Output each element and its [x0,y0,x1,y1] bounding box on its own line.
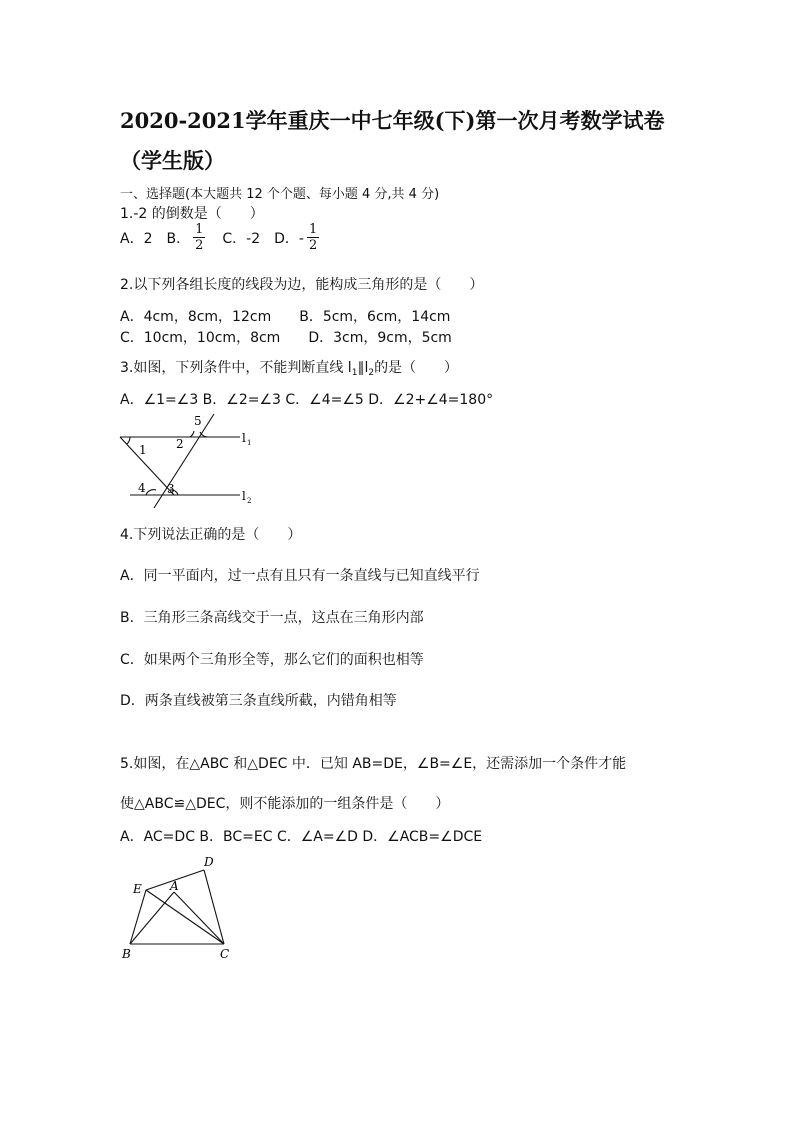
q3-stem [120,357,458,378]
label-l2-sub: 2 [247,497,252,505]
transversal-1 [120,437,174,495]
label-B: B [122,947,131,961]
q1-option-cd: C．-2 D．- [208,230,304,247]
q3-stem-post: 的是（ ） [374,360,459,376]
seg-BA [130,892,174,944]
label-l1: l [242,431,246,445]
q4-stem: 4.下列说法正确的是（ ） [120,527,302,543]
q4-option-a: A．同一平面内，过一点有且只有一条直线与已知直线平行 [120,568,480,584]
q5-stem-line2: 使△ABC≌△DEC，则不能添加的一组条件是（ ） [120,796,450,812]
angle-arc-2 [190,431,194,437]
q1-options [120,222,322,253]
q5-options: A．AC=DC B．BC=EC C．∠A=∠D D．∠ACB=∠DCE [120,829,483,845]
label-A: A [170,879,179,893]
label-C: C [220,947,230,961]
q1-frac-b-num: 1 [195,222,204,237]
seg-EC [146,890,224,944]
q1-frac-b-den: 2 [195,238,204,253]
q4-option-b: B．三角形三条高线交于一点，这点在三角形内部 [120,610,424,626]
angle-arc-4 [146,490,156,495]
exam-title: 2020-2021学年重庆一中七年级(下)第一次月考数学试卷（学生版） [120,108,665,173]
label-angle-1: 1 [139,443,147,457]
q4-option-d: D．两条直线被第三条直线所截，内错角相等 [120,693,397,709]
label-E: E [133,882,142,896]
q2-options-row1: A．4cm，8cm，12cm B．5cm，6cm，14cm [120,309,451,325]
q3-stem-mid: ∥l [357,360,369,376]
label-l1-sub: 1 [247,439,252,447]
q1-frac-d-num: 1 [308,222,318,237]
q5-triangles-figure [116,852,256,964]
section-heading: 一、选择题(本大题共 12 个个题、每小题 4 分,共 4 分) [120,187,440,202]
label-D: D [204,855,214,869]
label-angle-2: 2 [176,437,184,451]
angle-arc-1 [127,437,130,444]
q3-sub1: 1 [351,368,358,378]
seg-BE [130,890,146,944]
transversal-2 [154,414,214,508]
q1-frac-d-den: 2 [308,238,318,253]
label-angle-5: 5 [194,414,202,428]
q1-stem: 1.-2 的倒数是（ ） [120,206,264,222]
q2-options-row2: C．10cm，10cm，8cm D．3cm，9cm，5cm [120,330,452,346]
q4-option-c: C．如果两个三角形全等，那么它们的面积也相等 [120,652,424,668]
q3-stem-pre: 3.如图，下列条件中，不能判断直线 l [120,360,352,376]
q1-option-ab: A．2 B． [120,230,191,247]
q2-stem: 2.以下列各组长度的线段为边，能构成三角形的是（ ） [120,277,484,293]
q1-fraction-b [193,222,205,253]
angle-arc-5 [200,432,208,437]
label-angle-3: 3 [167,482,175,496]
q3-options: A．∠1=∠3 B．∠2=∠3 C．∠4=∠5 D．∠2+∠4=180° [120,392,494,408]
q5-stem-line1: 5.如图，在△ABC 和△DEC 中．已知 AB=DE，∠B=∠E，还需添加一个条件才能 [120,756,627,772]
label-l2: l [242,489,246,503]
q3-parallel-lines-figure [112,410,272,510]
q1-fraction-d [307,222,319,253]
q3-sub2: 2 [368,368,375,378]
label-angle-4: 4 [138,481,146,495]
